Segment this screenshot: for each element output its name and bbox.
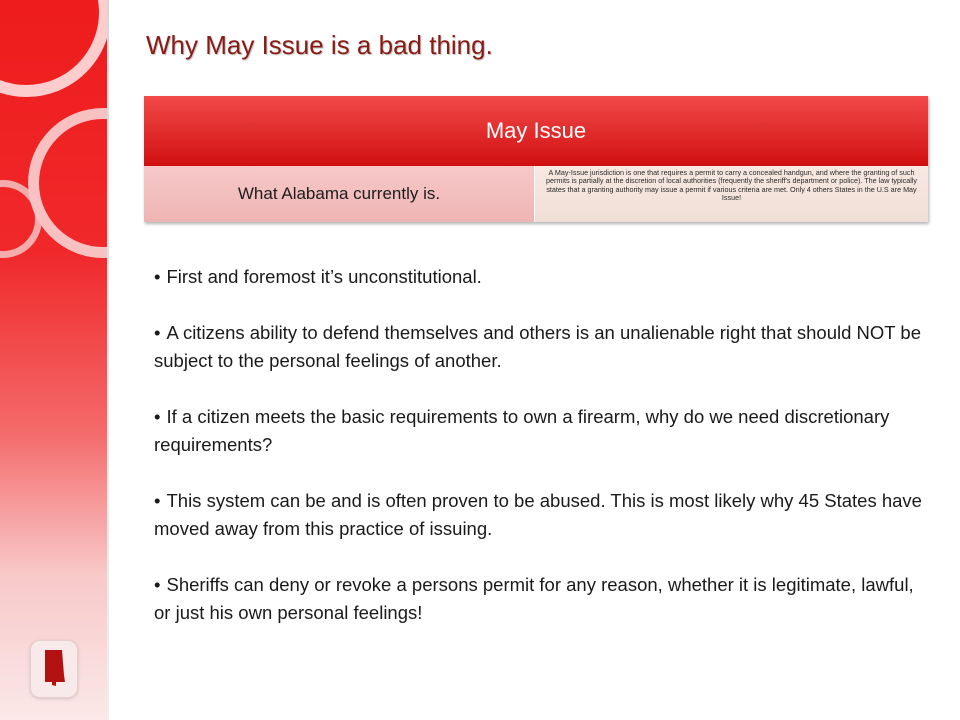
alabama-state-icon (30, 640, 78, 698)
row-description-cell: A May-Issue jurisdiction is one that requires a permit to carry a concealed handgun, and where the granting of such permits is partially at the discretion of local authorities (frequently the sheriff's department or police). The law typically states that a granting authority may issue a permit if various criteria are met. Only 4 others States in the U.S are May Issue! (535, 166, 928, 222)
bullet-item: • Sheriffs can deny or revoke a persons permit for any reason, whether it is legitimate, lawful, or just his own personal feelings! (154, 571, 924, 627)
table-row (144, 166, 928, 222)
decorative-ring (0, 0, 107, 97)
bullet-list (154, 263, 924, 655)
slide-title: Why May Issue is a bad thing. (146, 30, 493, 60)
bullet-item: • A citizens ability to defend themselves and others is an unalienable right that should NOT be subject to the personal feelings of another. (154, 319, 924, 375)
bullet-item: • First and foremost it’s unconstitutional. (154, 263, 924, 291)
bullet-item: • If a citizen meets the basic requirements to own a firearm, why do we need discretionary requirements? (154, 403, 924, 459)
bullet-item: • This system can be and is often proven to be abused. This is most likely why 45 States have moved away from this practice of issuing. (154, 487, 924, 543)
band-divider (107, 0, 109, 720)
table-header: May Issue (144, 96, 928, 166)
decorative-ring (28, 108, 107, 258)
decorative-side-band (0, 0, 107, 720)
row-label-cell: What Alabama currently is. (144, 166, 535, 222)
